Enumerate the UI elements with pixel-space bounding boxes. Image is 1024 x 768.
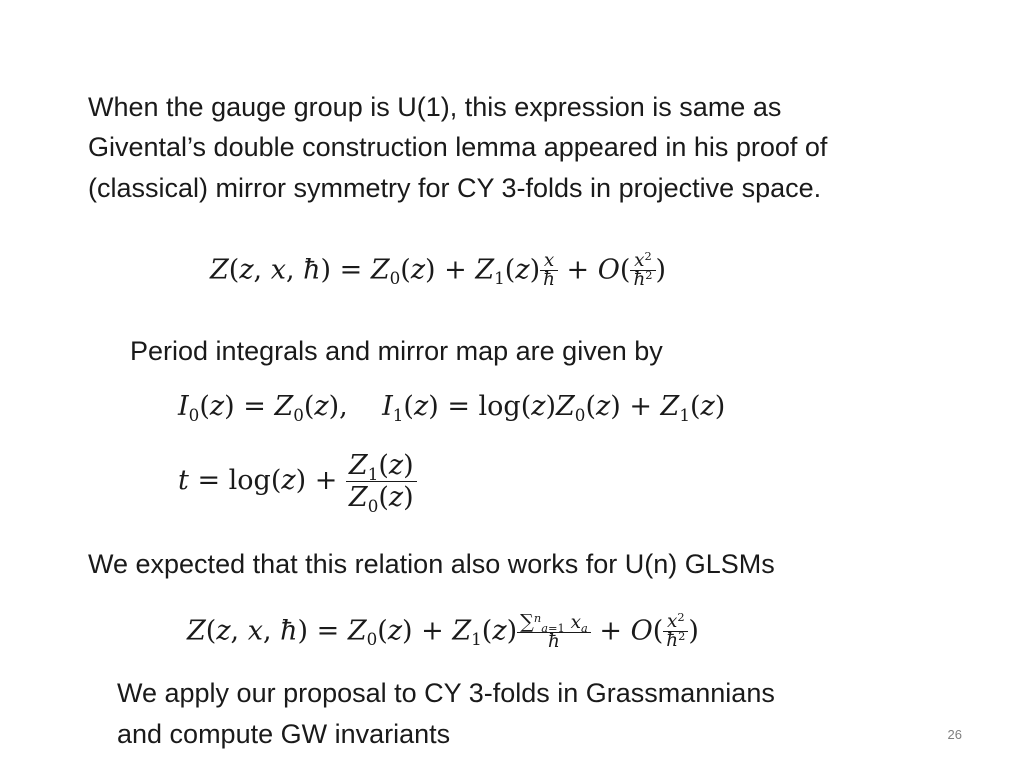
- equation-period-integrals: $I_0(z) = Z_0(z)$, $I_1(z) = \log(z)Z_0(z) + Z_1(z)$: [178, 391, 726, 425]
- equation-mirror-map: t = log(z) + $\frac{Z_1(z)}{Z_0(z)}$: [178, 452, 417, 511]
- equation-z-un: Z(z, x, ħ) = $Z_0(z) + Z_1(z)$ $\frac{\sum^n_{a=1} x_a}{ħ}$ + O( $\frac{x^2}{ħ^2}$ ): [187, 609, 699, 653]
- apply-line-2: and compute GW invariants: [117, 719, 451, 749]
- equation-z-u1: Z(z, x, ħ) = $Z_0(z) + Z_1(z)$ $\frac{x}{ħ}$ + O( $\frac{x^2}{ħ^2}$ ): [210, 248, 667, 291]
- intro-line-2: Givental’s double construction lemma appeared in his proof of: [88, 132, 828, 162]
- intro-line-3: (classical) mirror symmetry for CY 3-folds in projective space.: [88, 173, 822, 203]
- period-heading: Period integrals and mirror map are given by: [130, 336, 663, 366]
- apply-line-1: We apply our proposal to CY 3-folds in Grassmannians: [117, 678, 775, 708]
- intro-line-1: When the gauge group is U(1), this expression is same as: [88, 92, 782, 122]
- slide-number: 26: [947, 727, 962, 742]
- expect-heading: We expected that this relation also works for U(n) GLSMs: [88, 549, 775, 579]
